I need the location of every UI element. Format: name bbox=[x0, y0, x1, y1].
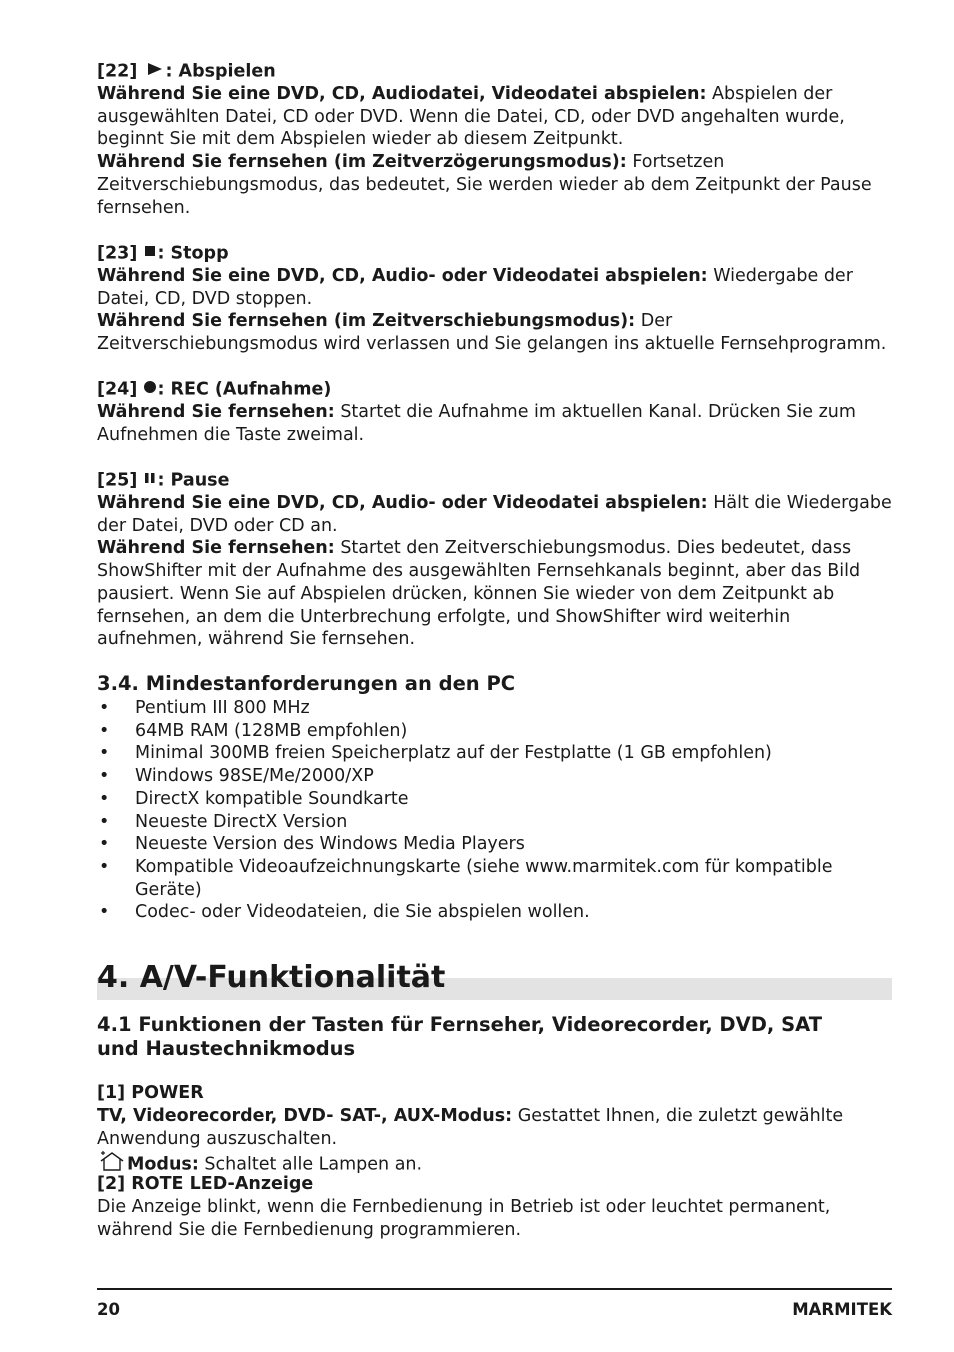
bullet-icon: • bbox=[99, 856, 110, 877]
play-icon bbox=[143, 60, 165, 83]
record-icon bbox=[143, 378, 157, 401]
section-23-number: [23] bbox=[97, 243, 138, 264]
footer-brand: MARMITEK bbox=[792, 1300, 892, 1319]
section-23-body bbox=[97, 265, 897, 356]
pause-icon bbox=[143, 469, 157, 492]
list-item: • Kompatible Videoaufzeichnungskarte (siehe www.marmitek.com für kompatible Geräte) bbox=[99, 856, 833, 900]
chapter-title: 4. A/V-Funktionalität bbox=[97, 960, 446, 995]
section-22-heading bbox=[97, 60, 276, 83]
bullet-icon: • bbox=[99, 902, 110, 923]
section-22-body bbox=[97, 83, 897, 219]
s23-text-2: Der Zeitverschiebungsmodus wird verlassen und Sie gelangen ins aktuelle Fernsehprogramm. bbox=[97, 311, 887, 355]
home-mode-text: Schaltet alle Lampen an. bbox=[204, 1154, 423, 1175]
section-25-number: [25] bbox=[97, 470, 138, 491]
section-25-body bbox=[97, 492, 897, 651]
list-item: • 64MB RAM (128MB empfohlen) bbox=[99, 720, 408, 741]
section-25-heading bbox=[97, 469, 229, 492]
s25-text-1: Hält die Wiedergabe der Datei, DVD oder CD an. bbox=[97, 493, 892, 536]
requirements-heading: 3.4. Mindestanforderungen an den PC bbox=[97, 672, 516, 695]
power-body bbox=[97, 1105, 897, 1179]
s24-condition-1: Während Sie fernsehen: bbox=[97, 402, 335, 422]
section-22-title: : Abspielen bbox=[165, 61, 276, 82]
requirements-list bbox=[97, 697, 887, 924]
list-item: • Codec- oder Videodateien, die Sie abspielen wollen. bbox=[99, 902, 590, 923]
section-24-number: [24] bbox=[97, 379, 138, 400]
bullet-icon: • bbox=[99, 811, 110, 832]
section-23-heading bbox=[97, 242, 229, 265]
s23-condition-1: Während Sie eine DVD, CD, Audio- oder Videodatei abspielen: bbox=[97, 266, 708, 286]
section-24-title: : REC (Aufnahme) bbox=[157, 379, 332, 400]
bullet-icon: • bbox=[99, 788, 110, 809]
s25-condition-1: Während Sie eine DVD, CD, Audio- oder Videodatei abspielen: bbox=[97, 493, 708, 513]
list-item: • Pentium III 800 MHz bbox=[99, 698, 310, 718]
s22-condition-2: Während Sie fernsehen (im Zeitverzögerungsmodus): bbox=[97, 152, 627, 173]
list-item: • DirectX kompatible Soundkarte bbox=[99, 788, 409, 809]
section-23-title: : Stopp bbox=[157, 243, 229, 264]
bullet-icon: • bbox=[99, 766, 110, 787]
bullet-icon: • bbox=[99, 720, 110, 741]
list-item: • Neueste Version des Windows Media Players bbox=[99, 834, 525, 855]
section-24-body bbox=[97, 401, 897, 446]
list-item: • Neueste DirectX Version bbox=[99, 811, 348, 832]
footer-rule bbox=[97, 1288, 892, 1290]
home-mode-label: Modus: bbox=[127, 1154, 199, 1175]
s22-text-1: Abspielen der ausgewählten Datei, CD oder DVD. Wenn die Datei, CD, oder DVD angehalten wurde, beginnt Sie mit dem Abspielen wieder ab diesem Zeitpunkt. bbox=[97, 84, 845, 150]
s24-text-1: Startet die Aufnahme im aktuellen Kanal. Drücken Sie zum Aufnehmen die Taste zweimal. bbox=[97, 402, 856, 445]
section-25-title: : Pause bbox=[157, 470, 230, 491]
s25-condition-2: Während Sie fernsehen: bbox=[97, 538, 335, 559]
s23-text-1: Wiedergabe der Datei, CD, DVD stoppen. bbox=[97, 266, 853, 309]
section-22-number: [22] bbox=[97, 61, 138, 82]
subsection-title-line1: 4.1 Funktionen der Tasten für Fernseher, Videorecorder, DVD, SAT bbox=[97, 1013, 823, 1036]
bullet-icon: • bbox=[99, 743, 110, 764]
s22-condition-1: Während Sie eine DVD, CD, Audiodatei, Videodatei abspielen: bbox=[97, 84, 707, 104]
section-24-heading bbox=[97, 378, 331, 401]
subsection-title-line2: und Haustechnikmodus bbox=[97, 1037, 356, 1060]
stop-icon bbox=[143, 242, 157, 265]
page-number: 20 bbox=[97, 1300, 120, 1319]
s23-condition-2: Während Sie fernsehen (im Zeitverschiebungsmodus): bbox=[97, 311, 636, 332]
s25-text-2: Startet den Zeitverschiebungsmodus. Dies bedeutet, dass ShowShifter mit der Aufnahme des ausgewählten Fernsehkanals beginnt, aber das Bild pausiert. Wenn Sie auf Abspielen drücken, können Sie wieder von dem Zeitpunkt ab fernsehen, an dem die Unterbrechung erfolgte, und ShowShifter wird weiterhin aufnehmen, während Sie fernsehen. bbox=[97, 538, 861, 650]
power-text: Gestattet Ihnen, die zuletzt gewählte Anwendung auszuschalten. bbox=[97, 1106, 844, 1149]
list-item: • Minimal 300MB freien Speicherplatz auf der Festplatte (1 GB empfohlen) bbox=[99, 743, 772, 764]
power-heading: [1] POWER bbox=[97, 1083, 204, 1103]
s22-text-2: Fortsetzen Zeitverschiebungsmodus, das bedeutet, Sie werden wieder ab dem Zeitpunkt der Pause fernsehen. bbox=[97, 152, 872, 218]
power-condition: TV, Videorecorder, DVD- SAT-, AUX-Modus: bbox=[97, 1106, 513, 1126]
bullet-icon: • bbox=[99, 834, 110, 855]
led-heading: [2] ROTE LED-Anzeige bbox=[97, 1174, 314, 1194]
led-body: Die Anzeige blinkt, wenn die Fernbedienung in Betrieb ist oder leuchtet permanent, während Sie die Fernbedienung programmieren. bbox=[97, 1197, 831, 1240]
bullet-icon: • bbox=[99, 698, 110, 718]
list-item: • Windows 98SE/Me/2000/XP bbox=[99, 766, 374, 787]
